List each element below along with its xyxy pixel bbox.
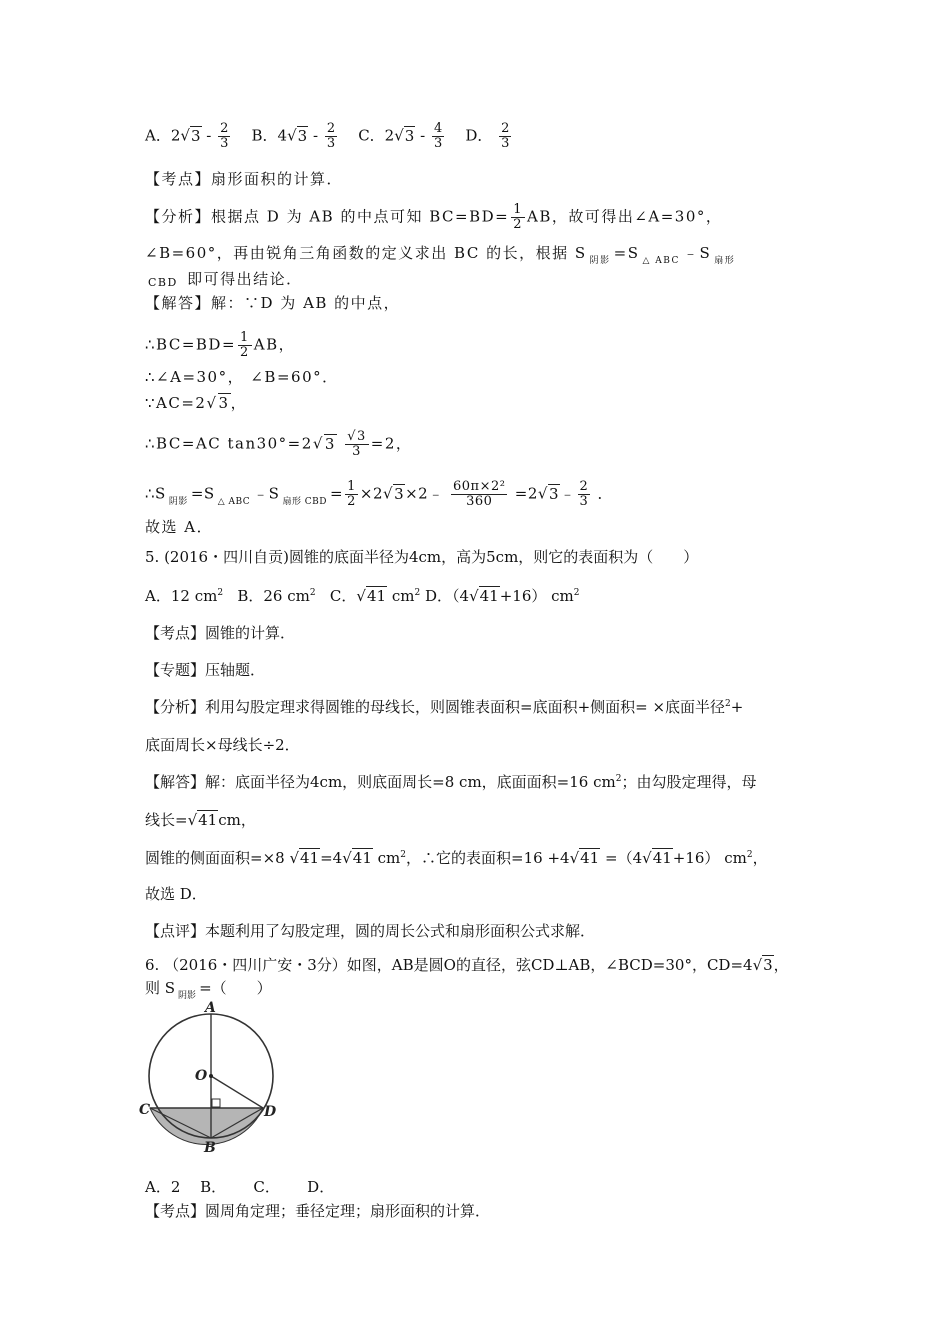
q4-fenxi-line1: 【分析】根据点 D 为 AB 的中点可知 BC=BD= $\frac{1}{2}$ AB，故可得出∠A=30°， (145, 202, 723, 232)
q5-option-c[interactable]: C． (329, 587, 357, 605)
q4-option-a-fraction: $\frac{2}{3}$ (220, 121, 229, 151)
q4-result-fraction: $\frac{2}{3}$ (579, 479, 589, 509)
q6-stem-line1: 6. （2016・四川广安・3分）如图，AB是圆O的直径，弦CD⊥AB，∠BCD=30°，CD=4√3， (145, 956, 789, 974)
q4-kaodian: 【考点】扇形面积的计算． (145, 170, 344, 188)
q5-jieda-line1: 【解答】解：底面半径为4cm，则底面周长=8 cm，底面面积=16 $cm^2$；由勾股定理得，母 (145, 773, 757, 791)
q4-fenxi-line3: CBD 即可得出结论． (148, 270, 303, 289)
q5-stem: 5. (2016・四川自贡)圆锥的底面半径为4cm，高为5cm，则它的表面积为（ ） (145, 548, 699, 566)
q4-jieda-answer: 故选 A． (145, 518, 214, 536)
q4-jieda-tan-fraction: $\frac{√3}{3}$ (347, 429, 367, 459)
center-dot (209, 1074, 213, 1078)
q4-option-c[interactable]: C．2 (358, 126, 395, 145)
q4-jieda-fraction: $\frac{1}{2}$ (240, 330, 250, 360)
q5-answer: 故选 D． (145, 885, 207, 903)
q5-fenxi-line2: 底面周长×母线长÷2． (145, 736, 300, 754)
q5-jieda-line2: 线长=√41cm， (145, 811, 256, 829)
q4-sector-fraction: $\frac{\text{60π×2²}}{360}$ (453, 479, 506, 509)
q6-circle-figure (135, 1000, 285, 1156)
q4-jieda-line5: ∴BC=AC tan30°=2√3 $\frac{√3}{3}$ =2， (145, 429, 413, 459)
q4-jieda-line2: ∴BC=BD= $\frac{1}{2}$ AB， (145, 330, 296, 360)
q4-fenxi-line2: ∠B=60°，再由锐角三角函数的定义求出 BC 的长，根据 S $_{阴影}$ =S $_{\triangle ABC}$ ﹣S $_{扇形}$ (145, 244, 736, 266)
label-o: O (195, 1068, 208, 1084)
q4-fenxi-fraction: $\frac{1}{2}$ (513, 202, 523, 232)
label-c: C (139, 1102, 151, 1118)
q4-option-b-fraction: $\frac{2}{3}$ (326, 121, 336, 151)
q4-jieda-line4: ∵AC=2√3， (145, 394, 248, 412)
q4-options: A．2√3 - $\frac{2}{3}$ B．4√3 - $\frac{2}{3}$ C．2√3 - $\frac{4}{3}$ D． $\frac{2}{3}$ (145, 121, 510, 151)
q6-options[interactable]: A．2 B． C． D． (145, 1178, 335, 1196)
q6-kaodian: 【考点】圆周角定理；垂径定理；扇形面积的计算． (145, 1202, 491, 1220)
q5-option-a[interactable]: A．12 cm (145, 587, 218, 605)
q4-option-d-fraction: $\frac{2}{3}$ (501, 121, 510, 151)
q5-options: A．12 $cm^2$ B．26 $cm^2$ C．√41 $cm^2$ D．（4√41+16） $cm^2$ (145, 587, 580, 605)
label-a: A (205, 1000, 216, 1016)
right-angle-mark (212, 1099, 220, 1107)
q5-zhuanti: 【专题】压轴题． (145, 661, 266, 679)
label-b: B (204, 1140, 216, 1156)
q4-jieda-line3: ∴∠A=30°， ∠B=60°． (145, 368, 339, 386)
q4-option-d[interactable]: D． (465, 126, 493, 145)
q5-dianping: 【点评】本题利用了勾股定理，圆的周长公式和扇形面积公式求解． (145, 922, 596, 940)
q4-jieda-line1: 【解答】解：∵D 为 AB 的中点， (145, 294, 401, 312)
q4-option-c-fraction: $\frac{4}{3}$ (433, 121, 443, 151)
q5-fenxi-line1: 【分析】利用勾股定理求得圆锥的母线长，则圆锥表面积=底面积+侧面积= ×底面半径$^2$+ (145, 698, 744, 716)
q4-option-b[interactable]: B．4 (251, 126, 288, 145)
q4-option-a[interactable]: A．2 (145, 126, 181, 145)
label-d: D (264, 1104, 277, 1120)
q5-option-b[interactable]: B．26 cm (237, 587, 310, 605)
q5-option-d[interactable]: D．（4 (424, 587, 470, 605)
q5-jieda-line3: 圆锥的侧面面积=×8 √41=4√41 $cm^2$，∴它的表面积=16 +4√41 =（4√41+16） $cm^2$， (145, 849, 768, 867)
q4-jieda-line6: ∴S $_{阴影}$ =S $_{\triangle ABC}$ ﹣S $_{扇形 CBD}$ = $\frac{1}{2}$ ×2√3×2﹣ $\frac{\text{60π×2²}}{360}$ =2√3﹣ $\frac{2}{3}$ ． (145, 479, 614, 509)
line-od (211, 1076, 263, 1108)
q4-half-fraction: $\frac{1}{2}$ (347, 479, 356, 509)
q5-kaodian: 【考点】圆锥的计算． (145, 624, 296, 642)
q6-stem-line2: 则 S $_{阴影}$ =（ ） (145, 979, 272, 1001)
